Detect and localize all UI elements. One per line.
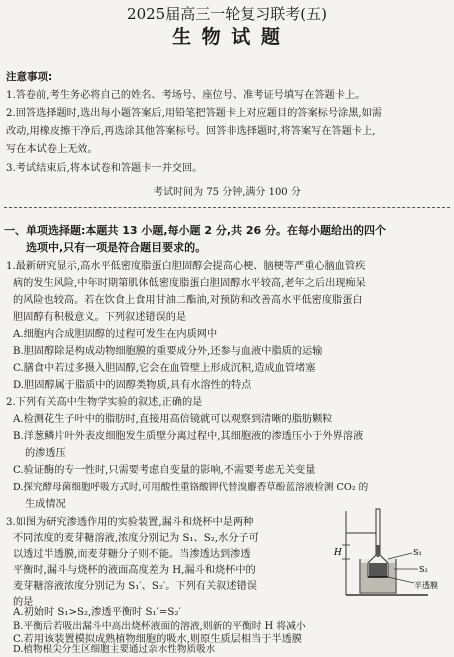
notice-heading: 注意事项: <box>6 71 53 83</box>
q3-stem-line: 麦芽糖溶液浓度分别记为 S₁′、S₂′。下列有关叙述错误 <box>13 581 257 592</box>
q1-stem-line: 的风险也较高。若在饮食上食用甘油二酯油,对预防和改善高水平低密度脂蛋白 <box>13 295 363 306</box>
q1-stem-line: 1.最新研究显示,高水平低密度脂蛋白胆固醇会提高心梗、脑梗等严重心脑血管疾 <box>6 261 366 272</box>
osmosis-apparatus-figure <box>332 503 450 607</box>
q3-stem-line: 平衡时,漏斗与烧杯的液面高度差为 H,漏斗和烧杯中的 <box>13 565 256 576</box>
q3-stem-line: 3.如图为研究渗透作用的实验装置,漏斗和烧杯中是两种 <box>6 517 254 528</box>
notice-line: 写在本试卷上无效。 <box>6 144 98 155</box>
q1-stem-line: 病的发生风险,中年时期第肌体低密度脂蛋白胆固醇水平较高,老年之后出现痴呆 <box>13 278 366 289</box>
s1-leader <box>388 553 412 559</box>
notice-line: 2.回答选择题时,选出每小题答案后,用铅笔把答题卡上对应题目的答案标号涂黑,如需 <box>6 108 382 119</box>
q3-stem-line: 的是 <box>13 597 34 608</box>
q2-option-b-cont: 的渗透压 <box>25 448 66 459</box>
s2-label: S₂ <box>419 565 428 574</box>
q2-stem: 2.下列有关高中生物学实验的叙述,正确的是 <box>6 397 203 408</box>
exam-title: 2025届高三一轮复习联考(五) <box>127 5 327 23</box>
q1-option-c: C.膳食中若过多摄入胆固醇,它会在血管壁上形成沉积,造成血管堵塞 <box>13 363 316 374</box>
membrane-label: 半透膜 <box>414 581 438 590</box>
q3-option-a: A.初始时 S₁>S₂,渗透平衡时 S₁′=S₂′ <box>13 607 181 618</box>
q2-option-d: D.探究酵母菌细胞呼吸方式时,可用酸性重铬酸钾代替溴麝香草酚蓝溶液检测 CO₂ 的 <box>13 482 369 493</box>
dashed-divider <box>4 207 450 208</box>
s1-label: S₁ <box>413 548 422 557</box>
q2-option-d-cont: 生成情况 <box>25 499 66 510</box>
q2-option-c: C.验证酶的专一性时,只需要考虑自变量的影响,不需要考虑无关变量 <box>13 465 316 476</box>
q1-stem-line: 胆固醇有积极意义。下列叙述错误的是 <box>13 312 187 323</box>
q3-stem-line: 不同浓度的麦芽糖溶液,浓度分别记为 S₁、S₂,水分子可 <box>13 533 259 544</box>
notice-line: 3.考试结束后,将本试卷和答题卡一并交回。 <box>6 163 203 174</box>
q1-option-a: A.细胞内合成胆固醇的过程可发生在内质网中 <box>13 329 218 340</box>
notice-line: 改动,用橡皮擦干净后,再选涂其他答案标号。回答非选择题时,将答案写在答题卡上, <box>6 126 376 137</box>
q1-option-b: B.胆固醇除是构成动物细胞膜的重要成分外,还参与血液中脂质的运输 <box>13 346 323 357</box>
notice-line: 1.答卷前,考生务必将自己的姓名、考场号、座位号、准考证号填写在答题卡上。 <box>6 90 366 101</box>
q3-option-c: C.若用该装置模拟成熟植物细胞的吸水,则原生质层相当于半透膜 <box>13 634 302 645</box>
q1-option-d: D.胆固醇属于脂质中的固醇类物质,具有水溶性的特点 <box>13 380 252 391</box>
section-heading-line2: 选项中,只有一项是符合题目要求的。 <box>26 241 207 254</box>
funnel-solution <box>369 563 387 577</box>
q3-stem-line: 以透过半透膜,而麦芽糖分子则不能。当渗透达到渗透 <box>13 549 251 560</box>
funnel-liquid-column <box>377 545 380 557</box>
q3-option-d: D.植物根尖分生区细胞主要通过亲水性物质吸水 <box>13 644 216 655</box>
exam-time-line: 考试时间为 75 分钟,满分 100 分 <box>153 187 301 198</box>
section-heading-line1: 一、单项选择题:本题共 13 小题,每小题 2 分,共 26 分。在每小题给出的四个 <box>4 224 387 237</box>
q2-option-b: B.洋葱鳞片叶外表皮细胞发生质壁分离过程中,其细胞液的渗透压小于外界溶液 <box>13 431 364 442</box>
h-label: H <box>334 548 342 558</box>
subject-title: 生 物 试 题 <box>172 26 282 48</box>
q3-option-b: B.平衡后若吸出漏斗中高出烧杯液面的溶液,则新的平衡时 H 将减小 <box>13 621 306 632</box>
q2-option-a: A.检测花生子叶中的脂肪时,直接用高倍镜就可以观察到清晰的脂肪颗粒 <box>13 414 333 425</box>
